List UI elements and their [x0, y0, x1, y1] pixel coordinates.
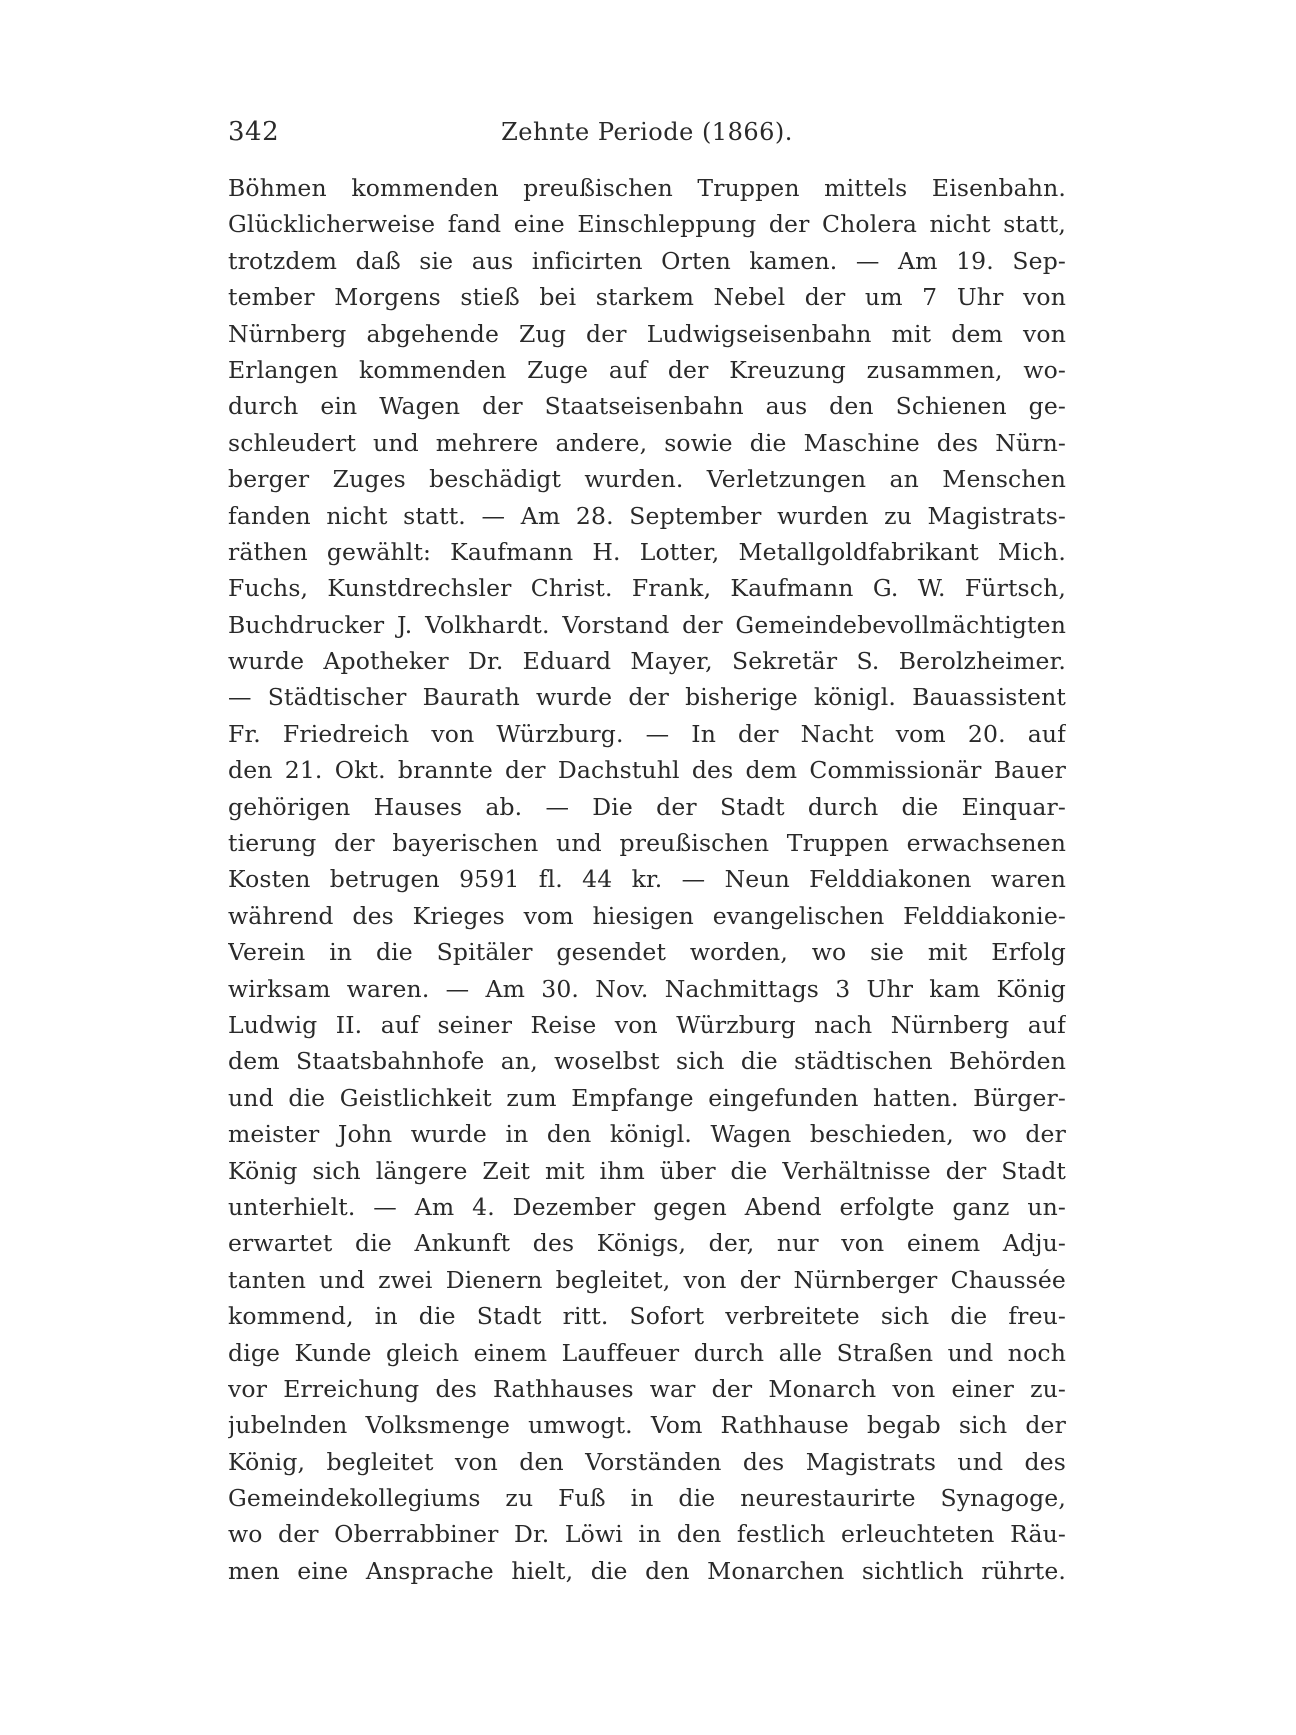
text-line: Fr. Friedreich von Würzburg. — In der Nacht vom 20. auf	[228, 719, 1066, 748]
text-line: jubelnden Volksmenge umwogt. Vom Rathhause begab sich der	[228, 1411, 1066, 1440]
text-line: gehörigen Hauses ab. — Die der Stadt durch die Einquar-	[228, 792, 1066, 821]
text-line: Erlangen kommenden Zuge auf der Kreuzung zusammen, wo-	[228, 355, 1066, 384]
running-title: Zehnte Periode (1866).	[501, 118, 793, 146]
text-line: tierung der bayerischen und preußischen Truppen erwachsenen	[228, 829, 1066, 858]
text-line: Nürnberg abgehende Zug der Ludwigseisenbahn mit dem von	[228, 319, 1066, 348]
text-line: Verein in die Spitäler gesendet worden, wo sie mit Erfolg	[228, 938, 1066, 967]
text-line: Kosten betrugen 9591 fl. 44 kr. — Neun Felddiakonen waren	[228, 865, 1066, 894]
text-line: tember Morgens stieß bei starkem Nebel der um 7 Uhr von	[228, 283, 1066, 312]
text-line: schleudert und mehrere andere, sowie die Maschine des Nürn-	[228, 428, 1066, 457]
text-line: und die Geistlichkeit zum Empfange eingefunden hatten. Bürger-	[228, 1083, 1066, 1112]
text-line: wo der Oberrabbiner Dr. Löwi in den festlich erleuchteten Räu-	[228, 1520, 1066, 1549]
text-line: Buchdrucker J. Volkhardt. Vorstand der Gemeindebevollmächtigten	[228, 610, 1066, 639]
text-line: berger Zuges beschädigt wurden. Verletzungen an Menschen	[228, 465, 1066, 494]
text-line: fanden nicht statt. — Am 28. September wurden zu Magistrats-	[228, 501, 1066, 530]
text-line: Gemeindekollegiums zu Fuß in die neurestaurirte Synagoge,	[228, 1484, 1066, 1513]
text-line: Fuchs, Kunstdrechsler Christ. Frank, Kaufmann G. W. Fürtsch,	[228, 574, 1066, 603]
text-line: Ludwig II. auf seiner Reise von Würzburg nach Nürnberg auf	[228, 1010, 1066, 1039]
text-line: meister John wurde in den königl. Wagen beschieden, wo der	[228, 1120, 1066, 1149]
text-line: während des Krieges vom hiesigen evangelischen Felddiakonie-	[228, 901, 1066, 930]
text-line: wurde Apotheker Dr. Eduard Mayer, Sekretär S. Berolzheimer.	[228, 647, 1066, 676]
text-line: dem Staatsbahnhofe an, woselbst sich die städtischen Behörden	[228, 1047, 1066, 1076]
text-line: Glücklicherweise fand eine Einschleppung der Cholera nicht statt,	[228, 210, 1066, 239]
text-line: tanten und zwei Dienern begleitet, von der Nürnberger Chaussée	[228, 1265, 1066, 1294]
text-line: erwartet die Ankunft des Königs, der, nur von einem Adju-	[228, 1229, 1066, 1258]
text-line: räthen gewählt: Kaufmann H. Lotter, Metallgoldfabrikant Mich.	[228, 537, 1066, 566]
text-line: König sich längere Zeit mit ihm über die Verhältnisse der Stadt	[228, 1156, 1066, 1185]
body-text	[228, 170, 1066, 1589]
text-line: durch ein Wagen der Staatseisenbahn aus den Schienen ge-	[228, 392, 1066, 421]
text-line: men eine Ansprache hielt, die den Monarchen sichtlich rührte.	[228, 1556, 1066, 1585]
text-line: kommend, in die Stadt ritt. Sofort verbreitete sich die freu-	[228, 1302, 1066, 1331]
text-line: vor Erreichung des Rathhauses war der Monarch von einer zu-	[228, 1374, 1066, 1403]
page-number: 342	[228, 117, 280, 147]
text-line: — Städtischer Baurath wurde der bisherige königl. Bauassistent	[228, 683, 1066, 712]
text-line: Böhmen kommenden preußischen Truppen mittels Eisenbahn.	[228, 174, 1066, 202]
text-line: den 21. Okt. brannte der Dachstuhl des dem Commissionär Bauer	[228, 756, 1066, 785]
text-line: wirksam waren. — Am 30. Nov. Nachmittags 3 Uhr kam König	[228, 974, 1066, 1003]
text-line: dige Kunde gleich einem Lauffeuer durch alle Straßen und noch	[228, 1338, 1066, 1367]
text-line: König, begleitet von den Vorständen des Magistrats und des	[228, 1447, 1066, 1476]
page-header	[228, 112, 1066, 152]
text-line: trotzdem daß sie aus inficirten Orten kamen. — Am 19. Sep-	[228, 246, 1066, 275]
text-line: unterhielt. — Am 4. Dezember gegen Abend erfolgte ganz un-	[228, 1192, 1066, 1221]
